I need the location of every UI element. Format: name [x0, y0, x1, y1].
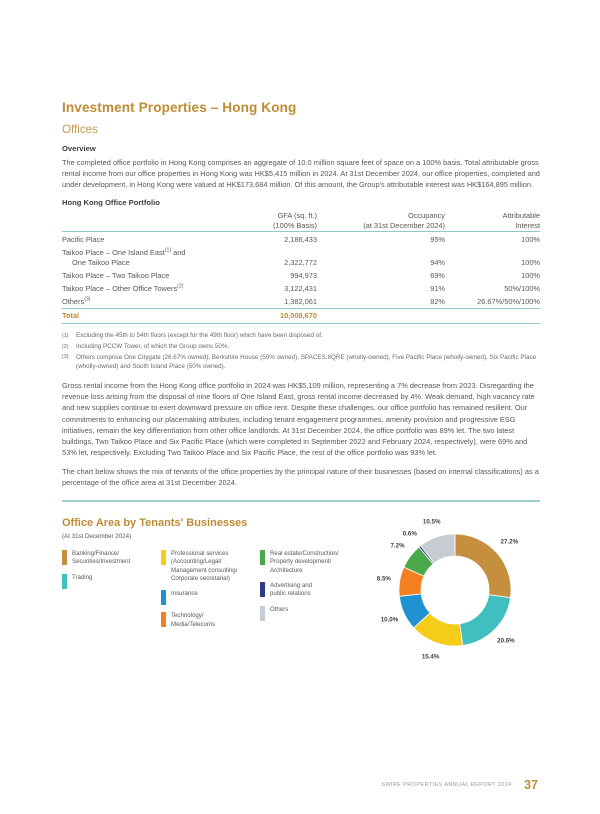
column-header-occupancy-line1: Occupancy: [408, 211, 445, 221]
body-paragraph-1: Gross rental income from the Hong Kong office portfolio in 2024 was HK$5,109 million, representing a 7% decrease from 2023. Disregarding the revenue loss arising from the disposal of nine floors of One Island East, gross rental income decreased by 4%. Weak demand, high vacancy rate and new supplies continue to exert downward pressure on office rent. Despite these challenges, our office portfolio has remained resilient. Our commitments to enhancing our placemaking attributes, including tenant engagement programmes, amenity provision and progressive ESG initiatives, remain the key differentiation from other office landlords. At 31st December 2024, the office portfolio was 89% let. The two latest buildings, Two Taikoo Place and Six Pacific Place (which were completed in September 2022 and February 2024, respectively), were 69% and 53% let, respectively. Excluding Two Taikoo Place and Six Pacific Place, the rest of the office portfolio was 93% let.: [62, 381, 535, 457]
footnote-text: Others comprise One Citygate (26.67% owned), Berkshire House (50% owned), SPACES.8QRE (wholly-owned), Five Pacific Place (wholly-owned), Six Pacific Place (wholly-owned) and South Island Place (50% owned).: [76, 353, 537, 371]
page-title: Investment Properties – Hong Kong: [62, 100, 297, 115]
column-header-occupancy-line2: (at 31st December 2024): [363, 220, 445, 230]
chart-legend-panel: [62, 516, 362, 636]
cell-occupancy-value: 94%: [430, 257, 445, 267]
table-row: [62, 232, 540, 247]
cell-attributable: 50%/100%: [504, 283, 540, 293]
legend-swatch-technology-media-telecoms: [161, 612, 166, 627]
legend-swatch-trading: [62, 574, 67, 589]
cell-total-attributable: [445, 308, 540, 324]
cell-occupancy: [317, 246, 445, 269]
column-header-occupancy: [317, 211, 445, 232]
cell-attributable: 100%: [521, 270, 540, 280]
property-name: Pacific Place: [62, 235, 105, 245]
cell-gfa: [207, 246, 317, 269]
legend-column-1: [62, 550, 154, 636]
column-header-attributable-line2: Interest: [515, 220, 540, 230]
legend-column-3: [260, 550, 352, 636]
hong-kong-office-portfolio-table: [62, 211, 540, 324]
page-footer: [0, 776, 600, 794]
cell-gfa: 994,973: [290, 270, 317, 280]
footnote-marker: (1): [62, 332, 69, 339]
column-header-property: [62, 211, 207, 232]
legend-swatch-real-estate-construction: [260, 550, 265, 565]
legend-swatch-advertising-public-relations: [260, 582, 265, 597]
legend-swatch-others: [260, 606, 265, 621]
donut-chart: [370, 516, 545, 666]
legend-swatch-insurance: [161, 590, 166, 605]
cell-occupancy: 95%: [430, 235, 445, 245]
footnotes: [62, 331, 540, 371]
cell-gfa-value: 2,322,772: [284, 257, 317, 267]
cell-attributable-value: 100%: [521, 257, 540, 267]
legend-item: [260, 550, 352, 575]
cell-property: [62, 232, 207, 247]
chart-title: Office Area by Tenants' Businesses: [62, 516, 248, 529]
legend-item: [62, 550, 154, 567]
cell-attributable: [445, 246, 540, 269]
cell-gfa: 3,122,431: [284, 283, 317, 293]
donut-slice-label: 15.4%: [421, 653, 440, 661]
donut-slice-label: 7.2%: [390, 542, 405, 550]
footnote-ref: (2): [177, 283, 184, 290]
donut-slice-label: 20.6%: [497, 637, 515, 645]
footnote-ref: (3): [84, 296, 91, 303]
property-name: Taikoo Place – One Island East: [62, 248, 165, 258]
body-paragraph-2: The chart below shows the mix of tenants of the office properties by the principal nature of their businesses (based on internal classifications) as a percentage of the office area at 31st December 2024.: [62, 466, 539, 488]
donut-slices: [399, 534, 511, 646]
table-total-row: [62, 308, 540, 324]
donut-slice-label: 10.0%: [380, 616, 399, 624]
legend-item: [62, 574, 154, 589]
donut-chart-svg: [370, 516, 545, 666]
legend-label: Trading: [72, 573, 93, 581]
footnote-item: [62, 331, 540, 341]
footnote-text: Including PCCW Tower, of which the Group owns 50%.: [76, 343, 230, 351]
property-name: Others: [62, 296, 85, 306]
chart-donut-panel: [362, 516, 545, 664]
footnote-marker: (2): [62, 343, 69, 350]
legend-label: Insurance: [171, 590, 198, 598]
legend-swatch-professional-services: [161, 550, 166, 565]
legend-item: [161, 612, 253, 629]
property-name-suffix: and: [171, 248, 186, 258]
column-header-attributable-line1: Attributable: [502, 211, 540, 221]
overview-paragraph: The completed office portfolio in Hong Kong comprises an aggregate of 10.0 million square feet of space on a 100% basis. Total attributable gross rental income from our office properties in Hong Kong was HK$5,415 million in 2024. At 31st December 2024, our office properties, completed and under development, in Hong Kong were valued at HK$173,684 million. Of this amount, the Group's attributable interest was HK$164,895 million.: [62, 158, 540, 190]
table-row: [62, 295, 540, 309]
chart-subtitle: (At 31st December 2024): [62, 532, 132, 540]
legend-item: [260, 582, 352, 599]
legend-label: Others: [270, 605, 289, 613]
table-header-row: [62, 211, 540, 232]
column-header-gfa: [207, 211, 317, 232]
table-row: [62, 269, 540, 282]
table-body: [62, 232, 540, 324]
cell-attributable: 100%: [521, 235, 540, 245]
legend-label: Professional services (Accounting/Legal/ Management consulting/ Corporate secretarial): [171, 549, 238, 582]
cell-property: [62, 282, 207, 295]
column-header-attributable: [445, 211, 540, 232]
cell-occupancy: 82%: [430, 296, 445, 306]
legend-column-2: [161, 550, 253, 636]
table-row: [62, 282, 540, 295]
property-name: Taikoo Place – Other Office Towers: [62, 283, 178, 293]
legend-label: Real estate/Construction/ Property development/ Architecture: [270, 549, 339, 574]
table-title: Hong Kong Office Portfolio: [62, 198, 160, 208]
footer-page-number: 37: [524, 777, 538, 792]
donut-slice-label: 27.2%: [500, 538, 519, 546]
overview-heading: Overview: [62, 144, 96, 153]
donut-slice-label: 8.5%: [376, 575, 391, 583]
chart-section: [62, 516, 540, 664]
subsection-title: Offices: [62, 123, 98, 136]
cell-property: [62, 246, 207, 269]
legend-item: [161, 550, 253, 584]
chart-legend: [62, 550, 362, 636]
footnote-marker: (3): [62, 354, 69, 361]
legend-item: [161, 590, 253, 605]
cell-total-occupancy: [317, 308, 445, 324]
cell-gfa: 1,382,061: [284, 296, 317, 306]
cell-property: [62, 295, 207, 309]
legend-label: Advertising and public relations: [270, 581, 313, 598]
table-row: [62, 246, 540, 269]
footnote-item: [62, 353, 540, 371]
cell-attributable: 26.67%/50%/100%: [477, 296, 540, 306]
legend-swatch-banking-finance: [62, 550, 67, 565]
legend-item: [260, 606, 352, 621]
cell-total-label: Total: [62, 308, 207, 324]
footer-publication-text: SWIRE PROPERTIES ANNUAL REPORT 2024: [381, 781, 512, 788]
footnote-text: Excluding the 45th to 54th floors (except for the 49th floor) which have been disposed of.: [76, 332, 323, 340]
cell-total-gfa: 10,008,670: [207, 308, 317, 324]
column-header-gfa-line1: GFA (sq. ft.): [277, 211, 317, 221]
footnote-ref: (1): [164, 248, 172, 254]
donut-slice-label: 0.6%: [402, 530, 417, 538]
page-content: [62, 100, 540, 664]
property-name: Taikoo Place – Two Taikoo Place: [62, 270, 170, 280]
cell-occupancy: 91%: [430, 283, 445, 293]
legend-label: Technology/ Media/Telecoms: [171, 612, 216, 628]
footnote-item: [62, 342, 540, 352]
cell-gfa: 2,186,433: [284, 235, 317, 245]
property-name-line2: One Taikoo Place: [72, 257, 130, 267]
column-header-gfa-line2: (100% Basis): [273, 220, 317, 230]
cell-property: [62, 269, 207, 282]
section-divider: [62, 500, 540, 502]
legend-label: Banking/Finance/ Securities/Investment: [72, 549, 131, 566]
donut-slice-label: 10.5%: [422, 518, 441, 526]
cell-occupancy: 69%: [430, 270, 445, 280]
